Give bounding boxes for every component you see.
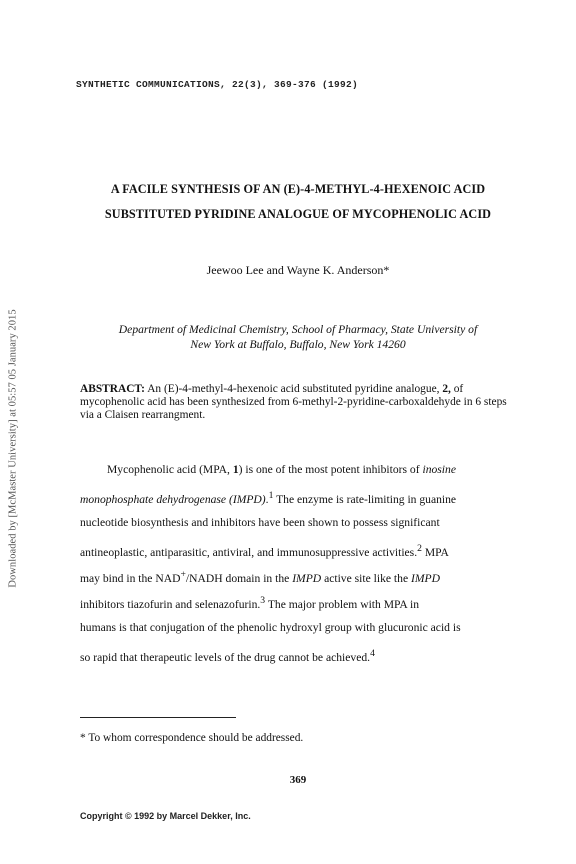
- article-title-line-1: A FACILE SYNTHESIS OF AN (E)-4-METHYL-4-HEXENOIC ACID: [110, 182, 486, 196]
- body-text: so rapid that therapeutic levels of the drug cannot be achieved.: [80, 650, 371, 664]
- body-text: .: [265, 493, 269, 507]
- affiliation-line-2: New York at Buffalo, Buffalo, New York 14260: [190, 338, 406, 351]
- body-text: ) is one of the most potent inhibitors of: [238, 463, 423, 476]
- body-text: The major problem with MPA in: [265, 598, 420, 612]
- reference-marker: 3: [260, 595, 266, 607]
- body-line-6: [80, 592, 520, 618]
- page-number: 369: [289, 774, 307, 786]
- body-line-4: [80, 540, 520, 566]
- body-paragraph: [80, 461, 520, 671]
- download-watermark: [4, 262, 22, 634]
- body-line-3: nucleotide biosynthesis and inhibitors have been shown to possess significant: [80, 515, 440, 529]
- reference-marker: 2: [417, 542, 422, 554]
- copyright-notice: Copyright © 1992 by Marcel Dekker, Inc.: [80, 811, 251, 821]
- body-line-2: [80, 487, 520, 513]
- body-text: antineoplastic, antiparasitic, antiviral, and immunosuppressive activities.: [80, 545, 418, 559]
- compound-number: 1: [232, 463, 239, 476]
- enzyme-abbreviation: IMPD: [292, 572, 322, 586]
- superscript-plus: +: [180, 569, 186, 581]
- enzyme-name: monophosphate dehydrogenase (IMPD): [80, 493, 266, 507]
- body-text: may bind in the NAD: [80, 572, 181, 586]
- article-title-line-2: SUBSTITUTED PYRIDINE ANALOGUE OF MYCOPHENOLIC ACID: [104, 207, 492, 221]
- reference-marker: 4: [370, 648, 375, 660]
- author-list: Jeewoo Lee and Wayne K. Anderson*: [206, 263, 390, 277]
- enzyme-abbreviation: IMPD: [411, 572, 440, 586]
- reference-marker: 1: [268, 490, 274, 502]
- body-line-8: [80, 645, 520, 671]
- body-text: /NADH domain in the: [185, 572, 293, 586]
- journal-citation: SYNTHETIC COMMUNICATIONS, 22(3), 369-376 (1992): [76, 79, 359, 90]
- abstract-text-b: of mycophenolic acid has been synthesized from 6-methyl-2-pyridine-carboxaldehyde in 6 steps via a Claisen rearrangment.: [80, 383, 507, 422]
- body-line-1: [80, 461, 520, 487]
- author-affiliation: [60, 322, 536, 352]
- body-text: MPA: [421, 545, 449, 559]
- body-line-7: humans is that conjugation of the phenolic hydroxyl group with glucuronic acid is: [80, 620, 461, 634]
- abstract-compound-number: 2,: [442, 383, 451, 395]
- download-watermark-text: Downloaded by [McMaster University] at 05:57 05 January 2015: [7, 308, 19, 588]
- body-text: active site like the: [321, 572, 411, 586]
- footnote-divider: [80, 717, 236, 718]
- body-text: inhibitors tiazofurin and selenazofurin.: [80, 598, 261, 612]
- enzyme-name: inosine: [422, 463, 456, 476]
- correspondence-footnote: * To whom correspondence should be addressed.: [80, 732, 304, 744]
- body-text: The enzyme is rate-limiting in guanine: [273, 493, 457, 507]
- body-text: Mycophenolic acid (MPA,: [107, 463, 233, 476]
- abstract: [80, 383, 520, 423]
- abstract-text-a: An (E)-4-methyl-4-hexenoic acid substituted pyridine analogue,: [144, 383, 443, 395]
- abstract-label: ABSTRACT:: [80, 383, 145, 395]
- body-line-5: [80, 566, 520, 592]
- affiliation-line-1: Department of Medicinal Chemistry, School of Pharmacy, State University of: [118, 323, 478, 336]
